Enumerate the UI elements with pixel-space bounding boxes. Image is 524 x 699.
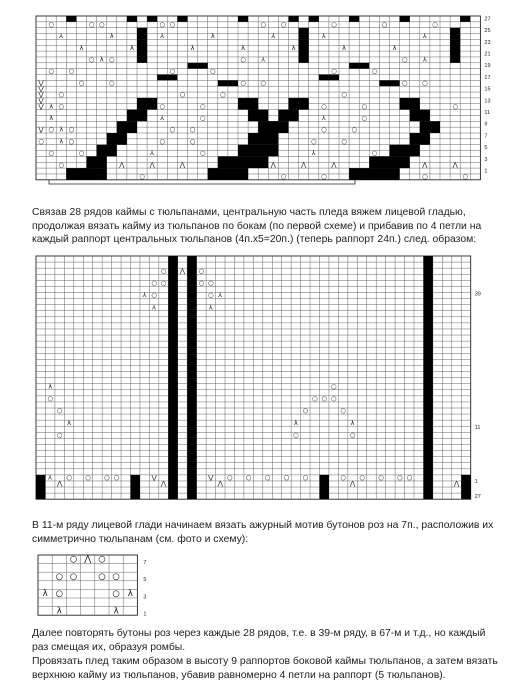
yarn-over-symbol: ○ — [169, 125, 176, 134]
center-decrease-symbol: ⋀ — [349, 479, 356, 488]
filled-cell — [450, 57, 460, 63]
yarn-over-symbol: ○ — [68, 137, 75, 146]
row-number: 3 — [484, 156, 488, 163]
decrease-left-symbol: ⅄ — [321, 32, 326, 41]
yarn-over-symbol: ○ — [88, 20, 95, 29]
yarn-over-symbol: ○ — [321, 394, 328, 403]
yarn-over-symbol: ○ — [108, 55, 115, 64]
filled-cell — [410, 133, 430, 145]
decrease-right-symbol: λ — [42, 589, 48, 600]
yarn-over-symbol: ○ — [58, 102, 65, 111]
filled-cell — [127, 16, 137, 22]
yarn-over-symbol: ○ — [293, 431, 299, 440]
decrease-left-symbol: ⅄ — [59, 32, 64, 41]
decrease-right-symbol: λ — [59, 125, 64, 134]
double-decrease-symbol: ⋁ — [38, 90, 44, 99]
row-number: 19 — [484, 63, 491, 70]
yarn-over-symbol: ○ — [378, 473, 384, 482]
yarn-over-symbol: ○ — [361, 114, 368, 123]
decrease-left-symbol: ⅄ — [321, 114, 326, 123]
decrease-right-symbol: λ — [291, 43, 296, 52]
yarn-over-symbol: ○ — [160, 279, 167, 288]
yarn-over-symbol: ○ — [151, 291, 157, 300]
row-number: 23 — [484, 39, 491, 46]
decrease-left-symbol: ⅄ — [142, 291, 147, 300]
row-number: 9 — [484, 121, 488, 128]
yarn-over-symbol: ○ — [169, 20, 176, 29]
double-decrease-symbol: ⋁ — [38, 78, 44, 87]
center-panel-chart — [34, 254, 504, 500]
filled-cell — [289, 16, 299, 22]
yarn-over-symbol: ○ — [198, 279, 205, 288]
yarn-over-symbol: ○ — [159, 102, 166, 111]
row-number: 13 — [484, 98, 491, 105]
filled-cell — [299, 28, 309, 40]
yarn-over-symbol: ○ — [58, 160, 65, 169]
row-number: 5 — [143, 577, 147, 584]
filled-cell — [359, 63, 369, 69]
filled-cell — [299, 57, 309, 63]
decrease-left-symbol: ⅄ — [152, 303, 157, 312]
yarn-over-symbol: ○ — [159, 20, 166, 29]
decrease-left-symbol: ⅄ — [48, 473, 53, 482]
decrease-left-symbol: ⅄ — [271, 32, 276, 41]
filled-cell — [248, 110, 268, 122]
decrease-left-symbol: ⅄ — [422, 55, 427, 64]
filled-cell — [320, 475, 329, 499]
row-number: 21 — [484, 51, 491, 58]
yarn-over-symbol: ○ — [78, 149, 85, 158]
row-number: 11 — [484, 109, 491, 116]
paragraph-finish: Провязать плед таким образом в высоту 9 раппортов боковой каймы тюльпанов, а затем вязать верхнюю кайму из тюльпанов, убавив равномерно 4 петли на раппорт (5 тюльпанов). — [32, 656, 498, 681]
center-decrease-symbol: ⋀ — [217, 479, 223, 488]
yarn-over-symbol: ○ — [38, 137, 44, 146]
yarn-over-symbol: ○ — [189, 137, 196, 146]
tulip-border-chart — [34, 14, 504, 199]
yarn-over-symbol: ○ — [340, 473, 346, 482]
decrease-left-symbol: ⅄ — [261, 55, 266, 64]
decrease-right-symbol: λ — [350, 418, 355, 427]
filled-cell — [208, 168, 248, 180]
filled-cell — [423, 256, 432, 499]
row-number: 5 — [484, 145, 488, 152]
yarn-over-symbol: ○ — [302, 406, 309, 415]
center-decrease-symbol: ⋀ — [452, 160, 458, 169]
yarn-over-symbol: ○ — [321, 125, 327, 134]
decrease-right-symbol: λ — [59, 137, 64, 146]
yarn-over-symbol: ○ — [55, 571, 64, 582]
double-decrease-symbol: ⋁ — [38, 102, 44, 111]
center-decrease-symbol: ⋀ — [56, 479, 63, 488]
yarn-over-symbol: ○ — [381, 20, 388, 29]
yarn-over-symbol: ○ — [139, 172, 145, 181]
double-decrease-symbol: ⋁ — [38, 84, 44, 93]
filled-cell — [97, 145, 117, 157]
yarn-over-symbol: ○ — [340, 406, 346, 415]
double-decrease-symbol: ⋁ — [38, 125, 44, 134]
yarn-over-symbol: ○ — [283, 473, 290, 482]
center-decrease-symbol: ⋀ — [331, 160, 337, 169]
center-decrease-symbol: ⋀ — [453, 479, 460, 488]
decrease-left-symbol: ⅄ — [218, 291, 223, 300]
filled-cell — [278, 110, 298, 122]
filled-cell — [238, 145, 278, 157]
yarn-over-symbol: ○ — [462, 172, 469, 181]
filled-cell — [137, 98, 157, 110]
repeat-bracket — [49, 180, 355, 184]
decrease-left-symbol: ⅄ — [208, 303, 213, 312]
decrease-right-symbol: λ — [109, 32, 114, 41]
filled-cell — [390, 80, 400, 86]
filled-cell — [198, 63, 208, 69]
yarn-over-symbol: ○ — [151, 279, 157, 288]
filled-cell — [167, 75, 177, 81]
row-number: 39 — [474, 291, 481, 298]
yarn-over-symbol: ○ — [209, 67, 216, 76]
yarn-over-symbol: ○ — [58, 90, 65, 99]
decrease-right-symbol: λ — [190, 43, 195, 52]
yarn-over-symbol: ○ — [432, 20, 438, 29]
row-number: 3 — [143, 594, 147, 601]
yarn-over-symbol: ○ — [68, 67, 75, 76]
row-number: 15 — [484, 86, 491, 93]
decrease-right-symbol: λ — [49, 102, 54, 111]
yarn-over-symbol: ○ — [207, 291, 214, 300]
yarn-over-symbol: ○ — [108, 78, 115, 87]
yarn-over-symbol: ○ — [280, 172, 287, 181]
filled-cell — [168, 256, 177, 499]
filled-cell — [379, 80, 389, 86]
yarn-over-symbol: ○ — [331, 67, 337, 76]
decrease-right-symbol: λ — [79, 43, 84, 52]
row-number: 27 — [474, 494, 481, 500]
filled-cell — [147, 16, 157, 22]
decrease-left-symbol: ⅄ — [160, 114, 165, 123]
yarn-over-symbol: ○ — [113, 473, 120, 482]
rose-bud-chart — [36, 553, 186, 619]
yarn-over-symbol: ○ — [330, 394, 337, 403]
filled-cell — [87, 156, 107, 168]
center-decrease-symbol: ⋀ — [300, 160, 307, 169]
yarn-over-symbol: ○ — [160, 266, 167, 275]
filled-cell — [329, 75, 339, 81]
yarn-over-symbol: ○ — [48, 125, 54, 134]
yarn-over-symbol: ○ — [48, 67, 54, 76]
filled-cell — [349, 168, 400, 180]
yarn-over-symbol: ○ — [422, 78, 428, 87]
row-number: 1 — [484, 168, 488, 175]
yarn-over-symbol: ○ — [280, 20, 287, 29]
yarn-over-symbol: ○ — [371, 67, 378, 76]
row-number: 1 — [474, 478, 478, 485]
decrease-right-symbol: λ — [48, 382, 53, 391]
yarn-over-symbol: ○ — [310, 137, 317, 146]
filled-cell — [107, 133, 127, 145]
double-decrease-symbol: ⋁ — [151, 473, 157, 482]
decrease-left-symbol: ⅄ — [311, 149, 316, 158]
filled-cell — [137, 57, 147, 63]
filled-cell — [157, 75, 167, 81]
row-number: 25 — [484, 28, 491, 35]
yarn-over-symbol: ○ — [112, 571, 120, 582]
yarn-over-symbol: ○ — [260, 78, 267, 87]
center-decrease-symbol: ⋀ — [160, 479, 167, 488]
filled-cell — [299, 39, 309, 57]
yarn-over-symbol: ○ — [359, 473, 365, 482]
filled-cell — [268, 121, 288, 133]
yarn-over-symbol: ○ — [199, 102, 206, 111]
yarn-over-symbol: ○ — [159, 137, 166, 146]
row-number: 11 — [474, 425, 481, 432]
yarn-over-symbol: ○ — [55, 589, 64, 600]
yarn-over-symbol: ○ — [264, 473, 271, 482]
yarn-over-symbol: ○ — [321, 172, 327, 181]
yarn-over-symbol: ○ — [422, 172, 428, 181]
filled-cell — [410, 110, 430, 122]
yarn-over-symbol: ○ — [240, 55, 246, 64]
decrease-right-symbol: λ — [130, 43, 134, 52]
row-number: 1 — [143, 611, 147, 618]
filled-cell — [319, 75, 329, 81]
yarn-over-symbol: ○ — [169, 67, 176, 76]
center-decrease-symbol: ⋀ — [149, 160, 155, 169]
filled-cell — [66, 16, 76, 22]
center-decrease-symbol: ⋀ — [422, 160, 428, 169]
yarn-over-symbol: ○ — [240, 78, 246, 87]
filled-cell — [461, 475, 470, 499]
center-decrease-symbol: ⋀ — [179, 266, 186, 275]
row-number: 17 — [484, 74, 491, 81]
filled-cell — [238, 98, 258, 110]
yarn-over-symbol: ○ — [341, 90, 347, 99]
filled-cell — [127, 110, 147, 122]
filled-cell — [400, 98, 420, 110]
yarn-over-symbol: ○ — [226, 473, 233, 482]
yarn-over-symbol: ○ — [330, 382, 337, 391]
filled-cell — [349, 63, 359, 69]
yarn-over-symbol: ○ — [48, 20, 54, 29]
filled-cell — [238, 16, 248, 22]
yarn-over-symbol: ○ — [198, 266, 205, 275]
filled-cell — [289, 98, 309, 110]
filled-cell — [177, 16, 187, 22]
double-decrease-symbol: ⋁ — [208, 473, 214, 482]
decrease-right-symbol: λ — [113, 606, 119, 617]
center-decrease-symbol: ⋀ — [270, 160, 277, 169]
filled-cell — [228, 80, 238, 86]
decrease-right-symbol: λ — [342, 43, 346, 52]
decrease-right-symbol: λ — [49, 114, 54, 123]
filled-cell — [400, 16, 410, 22]
paragraph-repeat: Далее повторять бутоны роз через каждые 28 рядов, т.е. в 39-м ряду, в 67-м и т.д., но каждый раз смещая их, образуя ромбы. — [32, 628, 486, 653]
yarn-over-symbol: ○ — [68, 125, 75, 134]
yarn-over-symbol: ○ — [341, 137, 347, 146]
yarn-over-symbol: ○ — [321, 102, 327, 111]
filled-cell — [218, 80, 228, 86]
yarn-over-symbol: ○ — [361, 102, 368, 111]
center-decrease-symbol: ⋀ — [179, 160, 186, 169]
decrease-left-symbol: ⅄ — [150, 149, 155, 158]
center-decrease-symbol: ⋀ — [84, 554, 92, 565]
double-decrease-symbol: ⋁ — [38, 96, 44, 105]
filled-cell — [450, 28, 460, 40]
yarn-over-symbol: ○ — [349, 431, 356, 440]
filled-cell — [460, 16, 470, 22]
decrease-right-symbol: λ — [241, 43, 245, 52]
yarn-over-symbol: ○ — [98, 554, 106, 565]
yarn-over-symbol: ○ — [179, 90, 186, 99]
yarn-over-symbol: ○ — [78, 78, 85, 87]
decrease-right-symbol: λ — [127, 589, 133, 600]
filled-cell — [390, 145, 420, 157]
yarn-over-symbol: ○ — [207, 279, 214, 288]
yarn-over-symbol: ○ — [189, 125, 196, 134]
yarn-over-symbol: ○ — [302, 473, 309, 482]
filled-cell — [188, 63, 198, 69]
yarn-over-symbol: ○ — [245, 473, 252, 482]
filled-cell — [248, 133, 278, 145]
yarn-over-symbol: ○ — [331, 20, 337, 29]
decrease-right-symbol: λ — [210, 32, 215, 41]
yarn-over-symbol: ○ — [66, 473, 72, 482]
yarn-over-symbol: ○ — [351, 125, 357, 134]
yarn-over-symbol: ○ — [98, 172, 105, 181]
paragraph-rosebud: В 11-м ряду лицевой глади начинаем вязать ажурный мотив бутонов роз на 7п., расположив их симметрично тюльпанам (см. фото и схему): — [32, 520, 494, 545]
decrease-right-symbol: λ — [99, 55, 104, 64]
filled-cell — [309, 16, 319, 22]
row-number: 7 — [143, 559, 147, 566]
yarn-over-symbol: ○ — [401, 78, 408, 87]
yarn-over-symbol: ○ — [396, 473, 403, 482]
filled-cell — [369, 156, 409, 168]
center-decrease-symbol: ⋀ — [119, 160, 125, 169]
filled-cell — [187, 256, 196, 499]
yarn-over-symbol: ○ — [56, 431, 63, 440]
yarn-over-symbol: ○ — [48, 149, 54, 158]
row-number: 27 — [484, 16, 491, 23]
filled-cell — [36, 475, 45, 499]
decrease-left-symbol: ⅄ — [160, 32, 165, 41]
filled-cell — [218, 156, 268, 168]
filled-cell — [131, 475, 140, 499]
filled-cell — [420, 121, 440, 133]
yarn-over-symbol: ○ — [69, 554, 78, 565]
row-number: 7 — [484, 133, 488, 140]
yarn-over-symbol: ○ — [220, 90, 226, 99]
yarn-over-symbol: ○ — [199, 114, 206, 123]
yarn-over-symbol: ○ — [401, 55, 408, 64]
yarn-over-symbol: ○ — [47, 394, 54, 403]
yarn-over-symbol: ○ — [69, 571, 78, 582]
yarn-over-symbol: ○ — [311, 394, 318, 403]
filled-cell — [137, 39, 147, 57]
yarn-over-symbol: ○ — [98, 571, 106, 582]
decrease-right-symbol: λ — [56, 606, 62, 617]
yarn-over-symbol: ○ — [406, 473, 413, 482]
decrease-right-symbol: λ — [392, 43, 397, 52]
yarn-over-symbol: ○ — [452, 102, 458, 111]
paragraph-intro: Связав 28 рядов каймы с тюльпанами, центральную часть пледа вяжем лицевой гладью, продолжая вязать кайму из тюльпанов по бокам (по первой схеме) и прибавив по 4 петли на каждый раппорт центральных тюльпанов (4п.х5=20п.) (теперь раппорт 24п.) след. образом: — [32, 207, 482, 245]
yarn-over-symbol: ○ — [88, 55, 95, 64]
filled-cell — [117, 121, 137, 133]
decrease-right-symbol: λ — [67, 418, 72, 427]
filled-cell — [137, 28, 147, 40]
yarn-over-symbol: ○ — [260, 20, 267, 29]
yarn-over-symbol: ○ — [85, 473, 91, 482]
filled-cell — [349, 16, 359, 22]
yarn-over-symbol: ○ — [56, 406, 63, 415]
yarn-over-symbol: ○ — [371, 149, 378, 158]
yarn-over-symbol: ○ — [199, 149, 206, 158]
decrease-left-symbol: ⅄ — [422, 32, 427, 41]
yarn-over-symbol: ○ — [98, 20, 105, 29]
yarn-over-symbol: ○ — [112, 589, 120, 600]
decrease-right-symbol: λ — [293, 418, 298, 427]
filled-cell — [450, 39, 460, 57]
yarn-over-symbol: ○ — [104, 473, 110, 482]
